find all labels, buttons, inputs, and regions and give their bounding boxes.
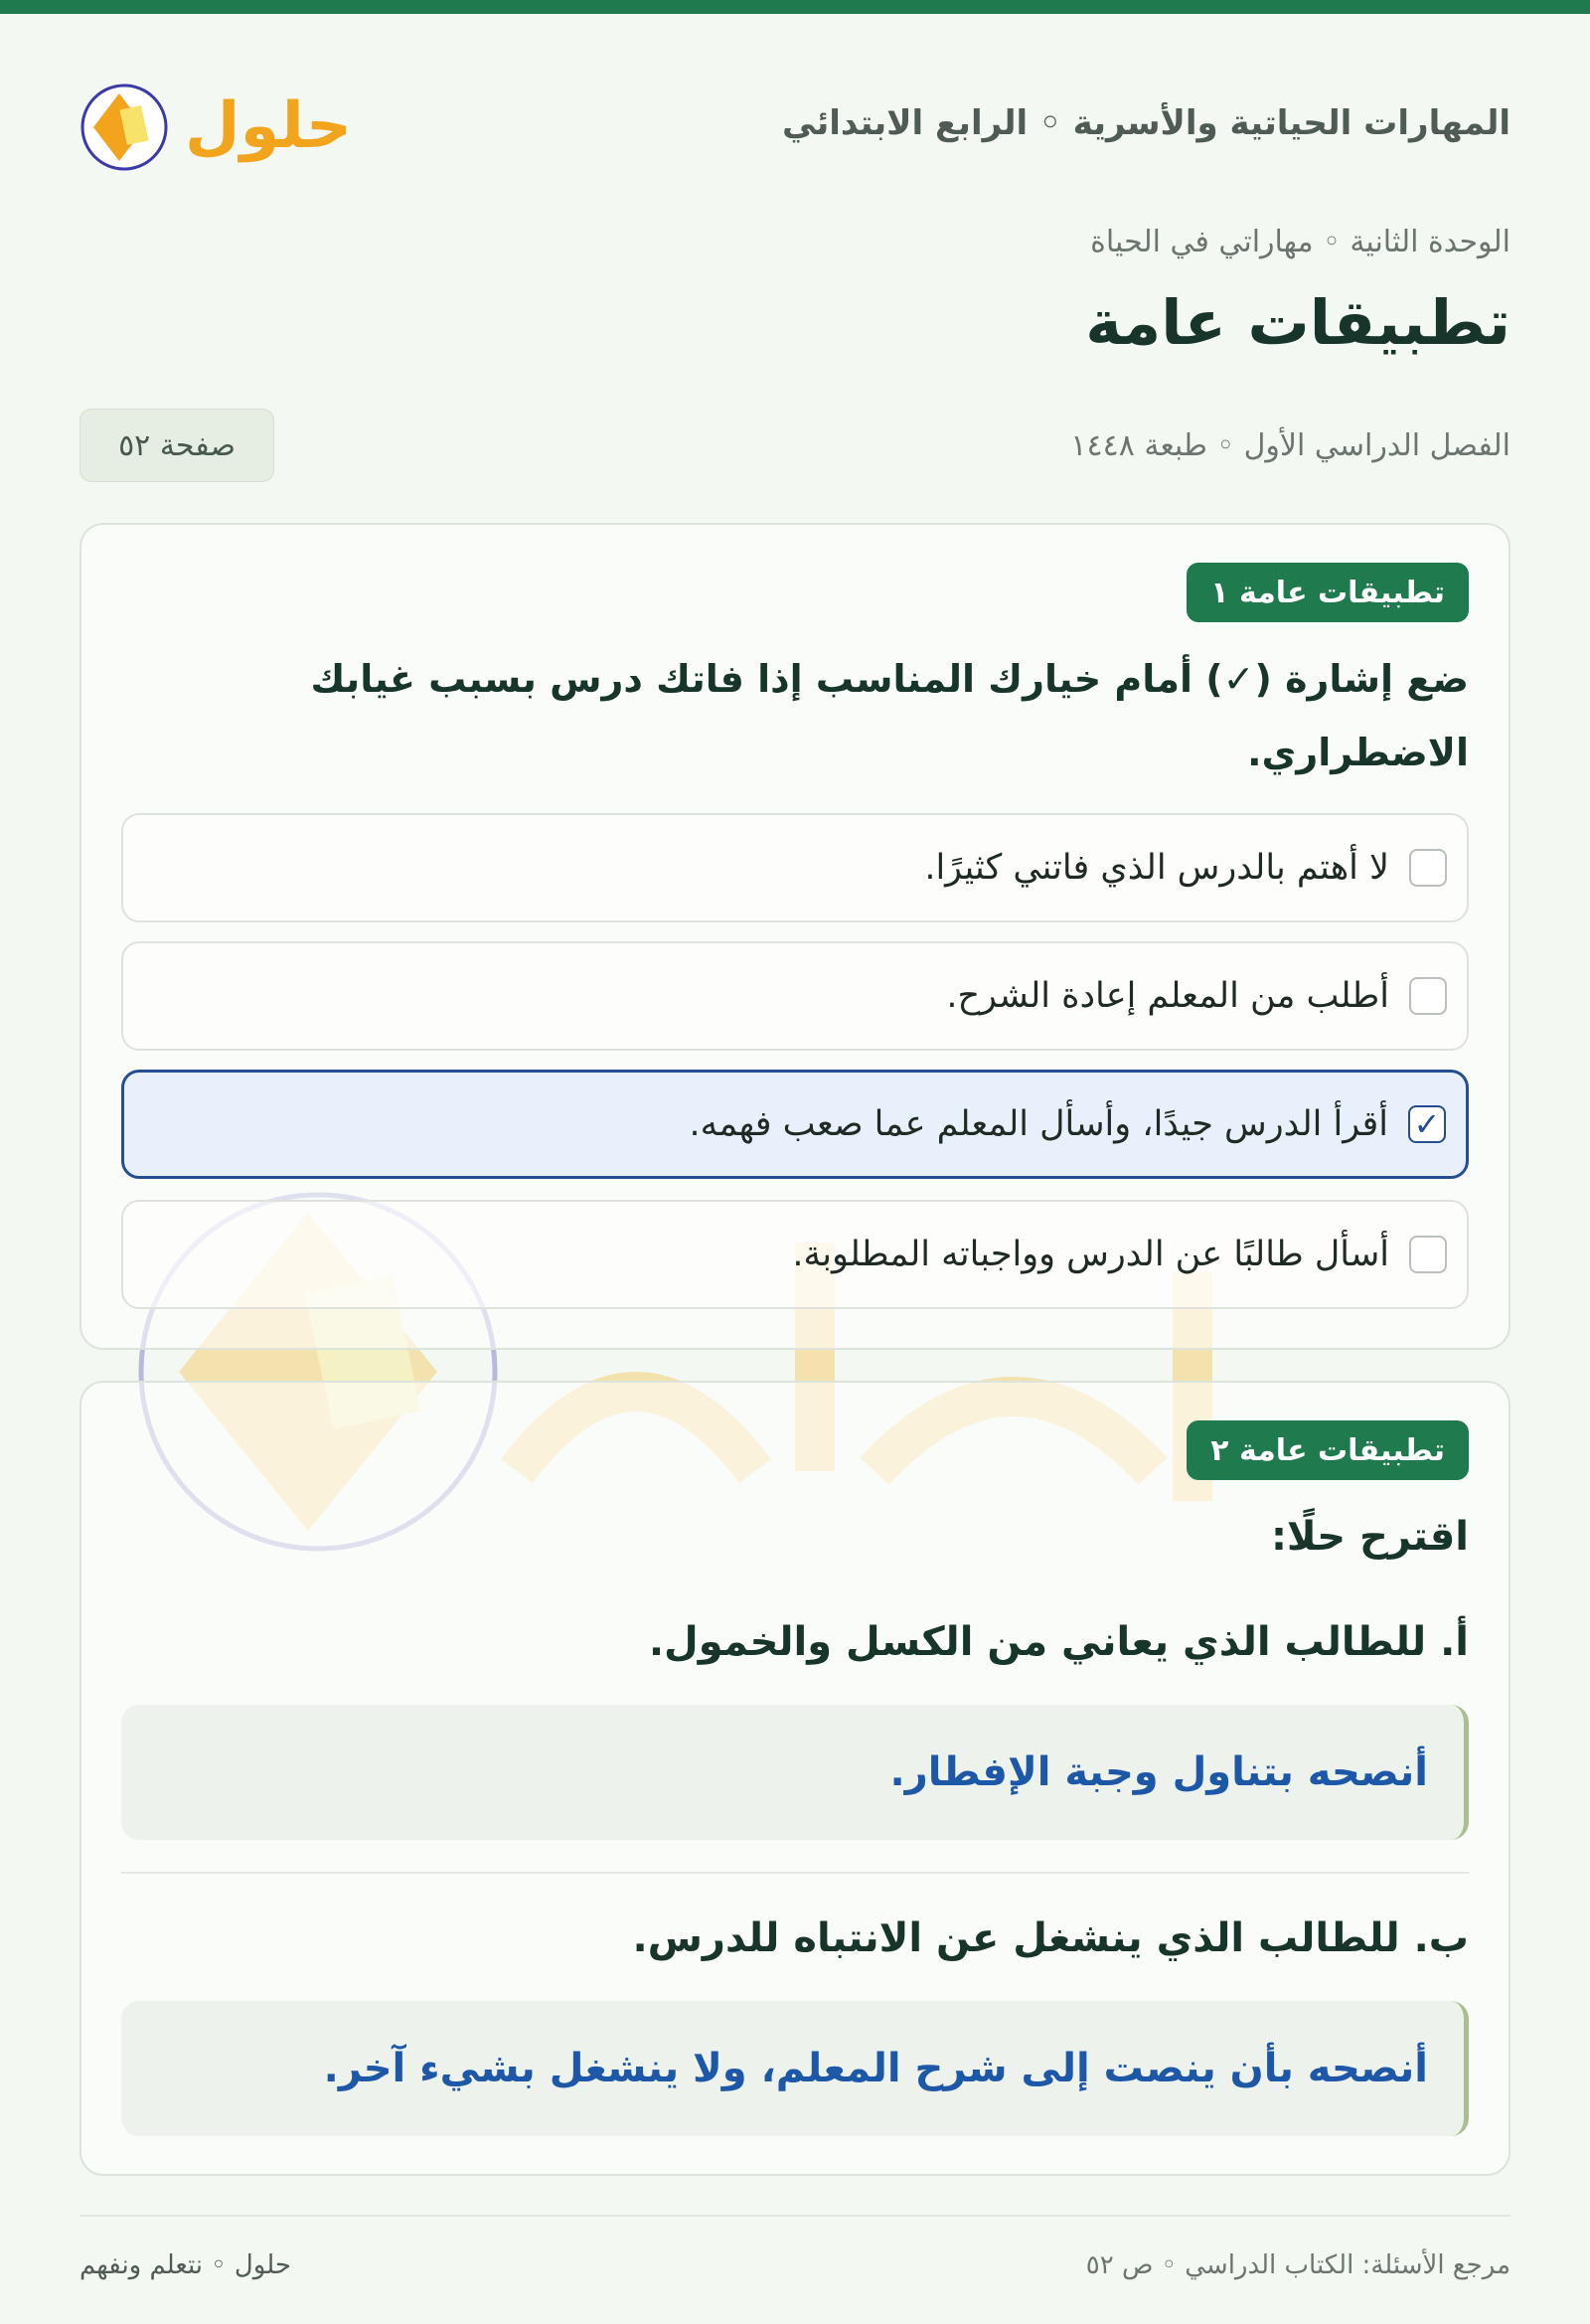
exercise-1-question: ضع إشارة (✓) أمام خيارك المناسب إذا فاتك درس بسبب غيابك الاضطراري. xyxy=(310,657,1469,774)
footer-brand: حلول ◦ نتعلم ونفهم xyxy=(80,2250,291,2280)
page-number-badge: صفحة ٥٢ xyxy=(80,409,274,482)
part-a-answer: أنصحه بتناول وجبة الإفطار. xyxy=(121,1705,1469,1840)
hulul-logo xyxy=(80,64,358,183)
exercise-2-card xyxy=(80,1381,1510,2176)
option-4[interactable] xyxy=(121,1200,1469,1309)
term-edition: الفصل الدراسي الأول ◦ طبعة ١٤٤٨ xyxy=(1070,427,1510,463)
option-2[interactable] xyxy=(121,941,1469,1051)
checkbox-1[interactable] xyxy=(1409,849,1447,887)
option-4-text: أسأل طالبًا عن الدرس وواجباته المطلوبة. xyxy=(792,1235,1389,1274)
exercise-1-tag: تطبيقات عامة ١ xyxy=(1187,563,1469,622)
page-header xyxy=(80,64,1510,183)
unit-line: الوحدة الثانية ◦ مهاراتي في الحياة xyxy=(1090,225,1510,259)
top-accent-bar xyxy=(0,0,1590,14)
checkbox-4[interactable] xyxy=(1409,1236,1447,1273)
checkbox-3-checked[interactable]: ✓ xyxy=(1408,1105,1446,1143)
section-divider xyxy=(121,1872,1469,1874)
meta-row xyxy=(80,410,1510,481)
exercise-1-card xyxy=(80,523,1510,1350)
option-3[interactable] xyxy=(121,1070,1469,1179)
option-3-text: أقرأ الدرس جيدًا، وأسأل المعلم عما صعب فهمه. xyxy=(689,1104,1388,1144)
svg-text:حلول: حلول xyxy=(185,89,352,163)
part-a-question: أ. للطالب الذي يعاني من الكسل والخمول. xyxy=(648,1619,1469,1665)
exercise-2-tag: تطبيقات عامة ٢ xyxy=(1187,1420,1469,1480)
part-b-question: ب. للطالب الذي ينشغل عن الانتباه للدرس. xyxy=(632,1915,1469,1961)
exercise-2-prompt: اقترح حلًا: xyxy=(1270,1514,1469,1560)
footer-divider xyxy=(80,2215,1510,2217)
book-title: المهارات الحياتية والأسرية ◦ الرابع الابتدائي xyxy=(782,103,1510,143)
checkbox-2[interactable] xyxy=(1409,977,1447,1015)
option-1[interactable] xyxy=(121,813,1469,922)
page-title: تطبيقات عامة xyxy=(1085,286,1510,359)
footer-reference: مرجع الأسئلة: الكتاب الدراسي ◦ ص ٥٢ xyxy=(1085,2250,1510,2280)
option-1-text: لا أهتم بالدرس الذي فاتني كثيرًا. xyxy=(924,848,1389,888)
part-b-answer: أنصحه بأن ينصت إلى شرح المعلم، ولا ينشغل بشيء آخر. xyxy=(121,2001,1469,2136)
option-2-text: أطلب من المعلم إعادة الشرح. xyxy=(946,976,1389,1016)
